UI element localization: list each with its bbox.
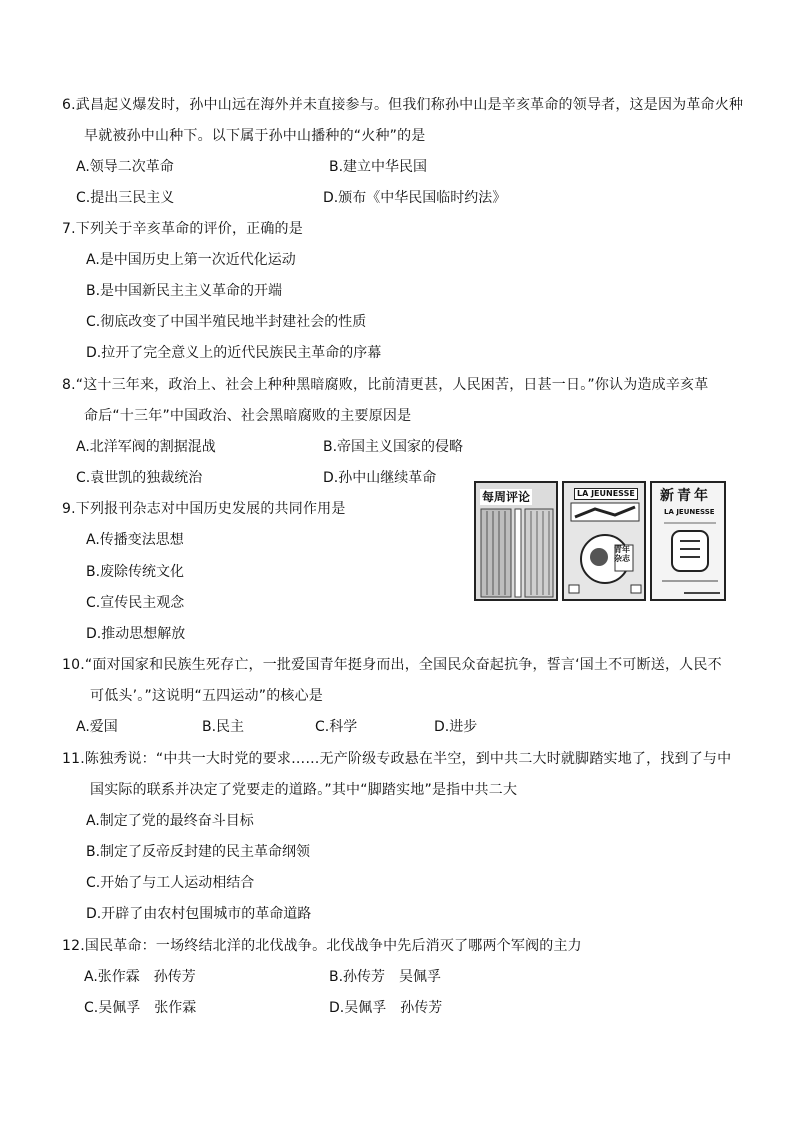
magazine-3-title: 新青年 [660, 488, 711, 504]
question-6-stem-line1: 6.武昌起义爆发时，孙中山远在海外并未直接参与。但我们称孙中山是辛亥革命的领导者，这是因为革命火种 [62, 97, 744, 113]
emblem-graphic [654, 519, 726, 599]
portrait-illustration [565, 501, 645, 597]
question-10-stem-line2: 可低头’。”这说明“五四运动”的核心是 [90, 688, 324, 704]
question-12-option-b[interactable]: B.孙传芳 吴佩孚 [329, 969, 442, 985]
magazine-cover-3 [650, 481, 726, 601]
magazine-2-title: LA JEUNESSE [574, 488, 638, 500]
magazine-cover-2 [562, 481, 646, 601]
newspaper-columns-graphic [477, 507, 557, 601]
magazine-3-subtitle: LA JEUNESSE [664, 508, 715, 516]
magazine-cover-1 [474, 481, 558, 601]
question-7-option-a[interactable]: A.是中国历史上第一次近代化运动 [86, 252, 296, 268]
question-6-option-b[interactable]: B.建立中华民国 [329, 159, 428, 175]
question-12-option-a[interactable]: A.张作霖 孙传芳 [84, 969, 196, 985]
question-6-option-d[interactable]: D.颁布《中华民国临时约法》 [323, 190, 507, 206]
question-7-stem: 7.下列关于辛亥革命的评价，正确的是 [62, 221, 303, 237]
question-7-option-d[interactable]: D.拉开了完全意义上的近代民族民主革命的序幕 [86, 345, 382, 361]
question-9-option-a[interactable]: A.传播变法思想 [86, 532, 184, 548]
question-9-option-c[interactable]: C.宣传民主观念 [86, 595, 185, 611]
question-7-option-c[interactable]: C.彻底改变了中国半殖民地半封建社会的性质 [86, 314, 367, 330]
question-7-option-b[interactable]: B.是中国新民主主义革命的开端 [86, 283, 283, 299]
question-6-option-a[interactable]: A.领导二次革命 [76, 159, 174, 175]
question-11-stem-line2: 国实际的联系并决定了党要走的道路。”其中“脚踏实地”是指中共二大 [90, 782, 518, 798]
question-11-option-b[interactable]: B.制定了反帝反封建的民主革命纲领 [86, 844, 311, 860]
question-9-option-d[interactable]: D.推动思想解放 [86, 626, 186, 642]
question-10-option-d[interactable]: D.进步 [434, 719, 478, 735]
question-8-stem-line2: 命后“十三年”中国政治、社会黑暗腐败的主要原因是 [84, 408, 412, 424]
question-8-option-d[interactable]: D.孙中山继续革命 [323, 470, 437, 486]
magazine-2-subtitle: 青年杂志 [614, 545, 630, 563]
question-11-option-a[interactable]: A.制定了党的最终奋斗目标 [86, 813, 254, 829]
magazine-covers-figure [474, 481, 726, 601]
magazine-1-title: 每周评论 [482, 490, 531, 504]
question-9-option-b[interactable]: B.废除传统文化 [86, 564, 185, 580]
question-10-stem-line1: 10.“面对国家和民族生死存亡，一批爱国青年挺身而出，全国民众奋起抗争，誓言‘国土不可断送，人民不 [62, 657, 722, 673]
question-10-option-a[interactable]: A.爱国 [76, 719, 118, 735]
question-12-stem: 12.国民革命：一场终结北洋的北伐战争。北伐战争中先后消灭了哪两个军阀的主力 [62, 938, 582, 954]
question-12-option-d[interactable]: D.吴佩孚 孙传芳 [329, 1000, 443, 1016]
question-10-option-c[interactable]: C.科学 [315, 719, 358, 735]
question-11-stem-line1: 11.陈独秀说：“中共一大时党的要求……无产阶级专政悬在半空，到中共二大时就脚踏实地了，找到了与中 [62, 751, 732, 767]
question-6-option-c[interactable]: C.提出三民主义 [76, 190, 175, 206]
question-8-option-b[interactable]: B.帝国主义国家的侵略 [323, 439, 464, 455]
question-12-option-c[interactable]: C.吴佩孚 张作霖 [84, 1000, 197, 1016]
question-8-stem-line1: 8.“这十三年来，政治上、社会上种种黑暗腐败，比前清更甚，人民困苦，日甚一日。”你认为造成辛亥革 [62, 377, 709, 393]
question-6-stem-line2: 早就被孙中山种下。以下属于孙中山播种的“火种”的是 [84, 128, 426, 144]
question-8-option-a[interactable]: A.北洋军阀的割据混战 [76, 439, 216, 455]
question-11-option-d[interactable]: D.开辟了由农村包围城市的革命道路 [86, 906, 312, 922]
question-9-stem: 9.下列报刊杂志对中国历史发展的共同作用是 [62, 501, 346, 517]
question-10-option-b[interactable]: B.民主 [202, 719, 245, 735]
question-8-option-c[interactable]: C.袁世凯的独裁统治 [76, 470, 203, 486]
question-11-option-c[interactable]: C.开始了与工人运动相结合 [86, 875, 255, 891]
